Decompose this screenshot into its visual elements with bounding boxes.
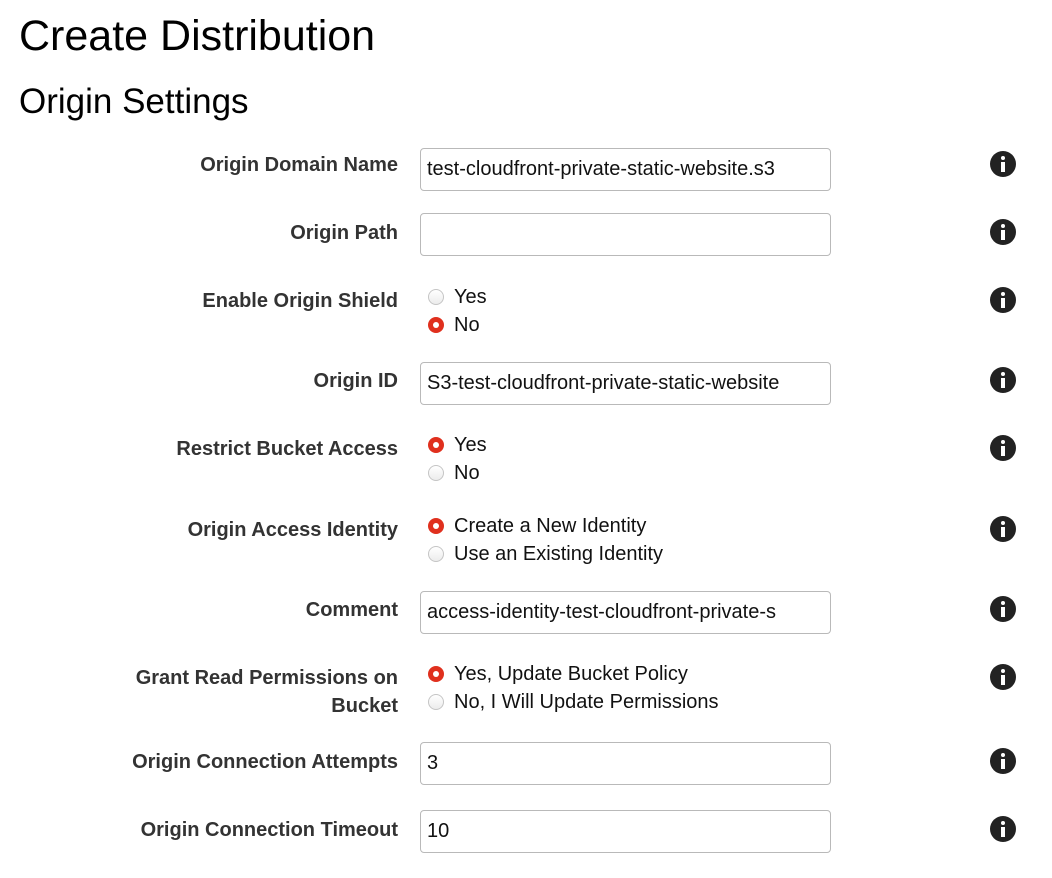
- info-icon[interactable]: [990, 151, 1016, 177]
- radio-button-selected[interactable]: [428, 437, 444, 453]
- origin-path-label: Origin Path: [290, 222, 398, 244]
- radio-label: Yes: [454, 434, 487, 456]
- radio-button[interactable]: [428, 465, 444, 481]
- origin-connection-timeout-input[interactable]: [420, 810, 831, 853]
- section-title-origin-settings: Origin Settings: [19, 82, 249, 121]
- enable-origin-shield-no-option[interactable]: [428, 311, 487, 339]
- radio-button-selected[interactable]: [428, 317, 444, 333]
- info-icon[interactable]: [990, 287, 1016, 313]
- radio-label: No: [454, 314, 480, 336]
- info-icon[interactable]: [990, 816, 1016, 842]
- info-icon[interactable]: [990, 367, 1016, 393]
- radio-button-selected[interactable]: [428, 518, 444, 534]
- radio-label: Use an Existing Identity: [454, 543, 663, 565]
- radio-label: Create a New Identity: [454, 515, 647, 537]
- update-bucket-policy-option[interactable]: [428, 660, 719, 688]
- radio-button[interactable]: [428, 289, 444, 305]
- comment-label: Comment: [305, 599, 398, 621]
- enable-origin-shield-label: Enable Origin Shield: [202, 290, 398, 312]
- origin-domain-name-label: Origin Domain Name: [200, 154, 398, 176]
- origin-id-label: Origin ID: [313, 370, 398, 392]
- info-icon[interactable]: [990, 748, 1016, 774]
- origin-connection-attempts-label: Origin Connection Attempts: [132, 751, 398, 773]
- enable-origin-shield-yes-option[interactable]: [428, 283, 487, 311]
- radio-label: Yes, Update Bucket Policy: [454, 663, 688, 685]
- origin-connection-attempts-input[interactable]: [420, 742, 831, 785]
- origin-path-input[interactable]: [420, 213, 831, 256]
- grant-read-permissions-label-line1: Grant Read Permissions on: [135, 667, 398, 689]
- page-title: Create Distribution: [19, 12, 376, 60]
- enable-origin-shield-radio-group: [428, 283, 487, 339]
- radio-label: No, I Will Update Permissions: [454, 691, 719, 713]
- info-icon[interactable]: [990, 516, 1016, 542]
- radio-label: No: [454, 462, 480, 484]
- info-icon[interactable]: [990, 435, 1016, 461]
- radio-button[interactable]: [428, 546, 444, 562]
- origin-connection-timeout-label: Origin Connection Timeout: [140, 819, 398, 841]
- radio-label: Yes: [454, 286, 487, 308]
- will-update-permissions-option[interactable]: [428, 688, 719, 716]
- restrict-bucket-access-no-option[interactable]: [428, 459, 487, 487]
- create-new-identity-option[interactable]: [428, 512, 663, 540]
- grant-read-permissions-radio-group: [428, 660, 719, 716]
- origin-id-input[interactable]: [420, 362, 831, 405]
- origin-domain-name-input[interactable]: [420, 148, 831, 191]
- grant-read-permissions-label-line2: Bucket: [331, 695, 398, 717]
- info-icon[interactable]: [990, 664, 1016, 690]
- restrict-bucket-access-yes-option[interactable]: [428, 431, 487, 459]
- info-icon[interactable]: [990, 219, 1016, 245]
- info-icon[interactable]: [990, 596, 1016, 622]
- radio-button-selected[interactable]: [428, 666, 444, 682]
- comment-input[interactable]: [420, 591, 831, 634]
- origin-access-identity-radio-group: [428, 512, 663, 568]
- radio-button[interactable]: [428, 694, 444, 710]
- origin-access-identity-label: Origin Access Identity: [187, 519, 398, 541]
- use-existing-identity-option[interactable]: [428, 540, 663, 568]
- grant-read-permissions-label: [78, 664, 398, 720]
- restrict-bucket-access-radio-group: [428, 431, 487, 487]
- restrict-bucket-access-label: Restrict Bucket Access: [176, 438, 398, 460]
